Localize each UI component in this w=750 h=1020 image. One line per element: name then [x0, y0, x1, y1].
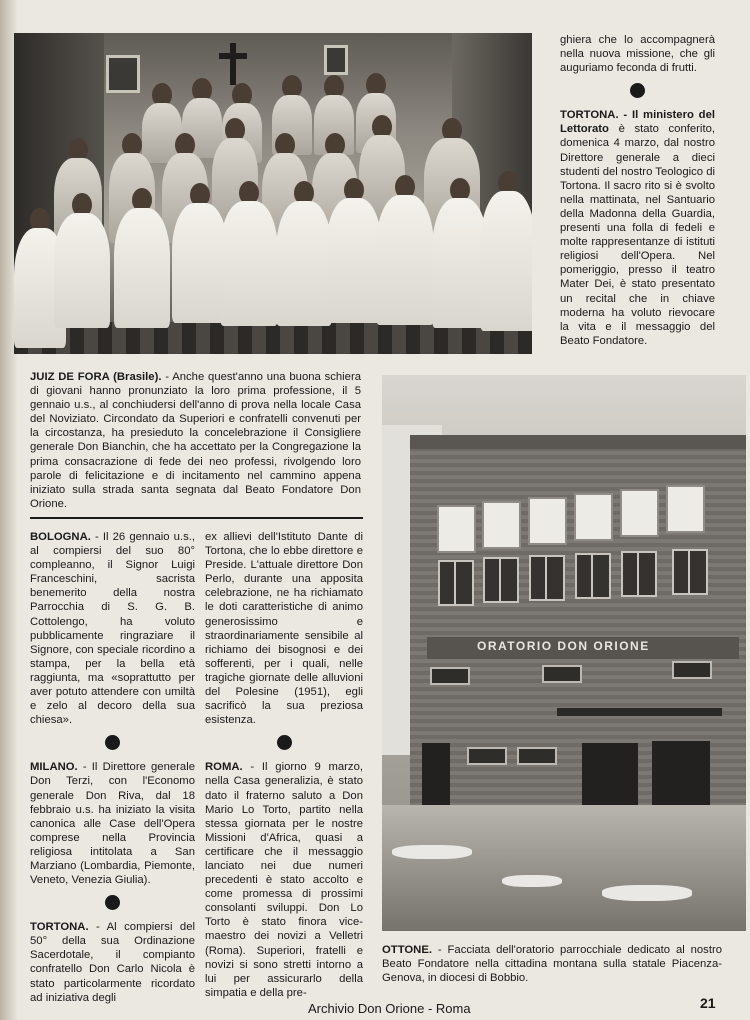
tortona-lettorato-article: [560, 108, 715, 348]
small-window: [542, 665, 582, 683]
snow-patch: [502, 875, 562, 887]
roma-body: - Il giorno 9 marzo, nella Casa generalizia, è stato dato il fraterno saluto a Don Mario Lo Torto, partito nella stessa giornata per le nostre Missioni d'Africa, quasi a certificare che il messaggio lanciato nei due numeri precedenti è stato accolto e come promessa di prossimi consolanti sviluppi. Don Lo Torto è stato finora vice-maestro dei novizi a Velletri (Roma). Superiori, fratelli e novizi si sono stretti intorno a lui per assicurarlo della simpatia e della pre-: [205, 761, 363, 999]
snow-patch: [392, 845, 472, 859]
small-window: [672, 661, 712, 679]
prev-article-end: ghiera che lo accompagnerà nella nuova missione, che gli auguriamo feconda di frutti.: [560, 34, 715, 75]
upper-window: [666, 485, 705, 533]
window: [438, 560, 474, 606]
upper-window: [482, 501, 521, 549]
roma-heading: ROMA.: [205, 761, 243, 774]
roof-edge: [410, 435, 746, 449]
middle-column: [205, 530, 363, 1000]
portrait-frame-right: [324, 45, 348, 75]
left-column: [30, 530, 195, 1005]
milano-body: - Il Direttore generale Don Terzi, con l'Economo generale Don Riva, dal 18 febbraio u.s. ha iniziato la visita canonica alle Case dell'Opera comprese nella Provincia religiosa intitolata a San Marziano (Lombardia, Piemonte, Veneto, Venezia Giulia).: [30, 761, 195, 887]
bologna-heading: BOLOGNA.: [30, 531, 91, 543]
person: [114, 188, 170, 328]
upper-window: [528, 497, 567, 545]
person: [326, 178, 382, 323]
upper-window: [620, 489, 659, 537]
tortona-anniversary-continued: ex allievi dell'Istituto Dante di Tortona, che lo ebbe direttore e Preside. L'attuale direttore Don Perlo, durante una apposita celebrazione, ne ha richiamato le doti caratteristiche di animo generosissimo e straordinariamente sensibile al richiamo dei bisognosi e dei sofferenti, per i quali, nelle tragiche giornate delle alluvioni del Polesine (1951), egli sacrificò la sua preziosa esistenza.: [205, 531, 363, 727]
upper-window: [574, 493, 613, 541]
upper-window: [437, 505, 476, 553]
oratorio-building-photo: [382, 375, 746, 931]
small-window: [517, 747, 557, 765]
window: [529, 555, 565, 601]
window: [575, 553, 611, 599]
milano-heading: MILANO.: [30, 761, 78, 774]
bologna-article: [30, 530, 195, 727]
ottone-heading: OTTONE.: [382, 944, 433, 956]
bullet-icon: [630, 83, 645, 98]
person: [376, 175, 434, 325]
bullet-icon: [105, 895, 120, 910]
milano-article: [30, 760, 195, 887]
bologna-body: - Il 26 gennaio u.s., al compiersi del suo 80° compleanno, il Signor Luigi Franceschini, sacrista benemerito della nostra Parrocchia di S. G. B. Cottolengo, ha voluto pubblicamente ringraziare il Signore, con speciale ricordino a stampa, per la bella età raggiunta, ma «soprattutto per aver potuto attendere con umiltà e zelo al decoro della sua chiesa».: [30, 531, 195, 727]
crucifix-icon: [230, 43, 236, 85]
small-window: [430, 667, 470, 685]
tortona-lettorato-heading: TORTONA. - Il ministero del Lettorato: [560, 109, 715, 136]
window: [672, 549, 708, 595]
group-photo-novices: [14, 33, 532, 354]
juiz-de-fora-article: [30, 370, 361, 511]
snow-patch: [602, 885, 692, 901]
tortona-anniversary-body: - Al compiersi del 50° della sua Ordinazione Sacerdotale, il compianto confratello Don Carlo Nicola è stato particolarmente ricordato ad iniziativa degli: [30, 921, 195, 1004]
person: [54, 193, 110, 328]
ottone-caption: [382, 943, 722, 985]
tortona-anniversary-article: [30, 920, 195, 1005]
tortona-anniversary-heading: TORTONA.: [30, 921, 89, 934]
person: [220, 181, 278, 326]
archive-watermark: Archivio Don Orione - Roma: [308, 1001, 471, 1016]
right-column-top: [560, 33, 715, 348]
bullet-icon: [105, 735, 120, 750]
window: [621, 551, 657, 597]
page-number: 21: [700, 995, 716, 1011]
portrait-frame-left: [106, 55, 140, 93]
person: [480, 171, 532, 331]
oratorio-sign: ORATORIO DON ORIONE: [477, 639, 650, 653]
roma-article: [205, 760, 363, 1000]
window: [483, 557, 519, 603]
bullet-icon: [277, 735, 292, 750]
ottone-body: - Facciata dell'oratorio parrocchiale dedicato al nostro Beato Fondatore nella cittadina montana sulla statale Piacenza-Genova, in diocesi di Bobbio.: [382, 944, 723, 985]
section-divider: [30, 517, 363, 519]
juiz-de-fora-body: - Anche quest'anno una buona schiera di giovani hanno pronunziato la loro prima professione, il 5 gennaio u.s., al conchiudersi dell'anno di prova nella locale Casa del Noviziato. Circondato da Superiori e confratelli convenuti per la circostanza, ha presieduto la concelebrazione il Consigliere generale Don Bianchin, che ha accettato per la Congregazione la prima consacrazione di fede dei neo professi, rivolgendo loro parole di felicitazione e di incitamento nel cammino appena iniziato sulla strada santa segnata dal Beato Fondatore Don Orione.: [30, 371, 362, 510]
side-door: [422, 743, 450, 811]
snowy-road: [382, 805, 746, 931]
juiz-de-fora-heading: JUIZ DE FORA (Brasile).: [30, 371, 162, 383]
person: [276, 181, 332, 326]
tortona-lettorato-body: è stato conferito, domenica 4 marzo, dal nostro Direttore generale a dieci studenti del nostro Teologico di Tortona. Il sacro rito si è svolto nella mattinata, nel Santuario della Madonna della Guardia, presenti una folla di fedeli e molte rappresentanze di istituti religiosi dell'Opera. Nel pomeriggio, presso il teatro Mater Dei, è stato presentato un recital che in chiave moderna ha voluto rievocare la vita e il messaggio del Beato Fondatore.: [560, 123, 715, 347]
entrance-canopy: [557, 708, 722, 716]
small-window: [467, 747, 507, 765]
